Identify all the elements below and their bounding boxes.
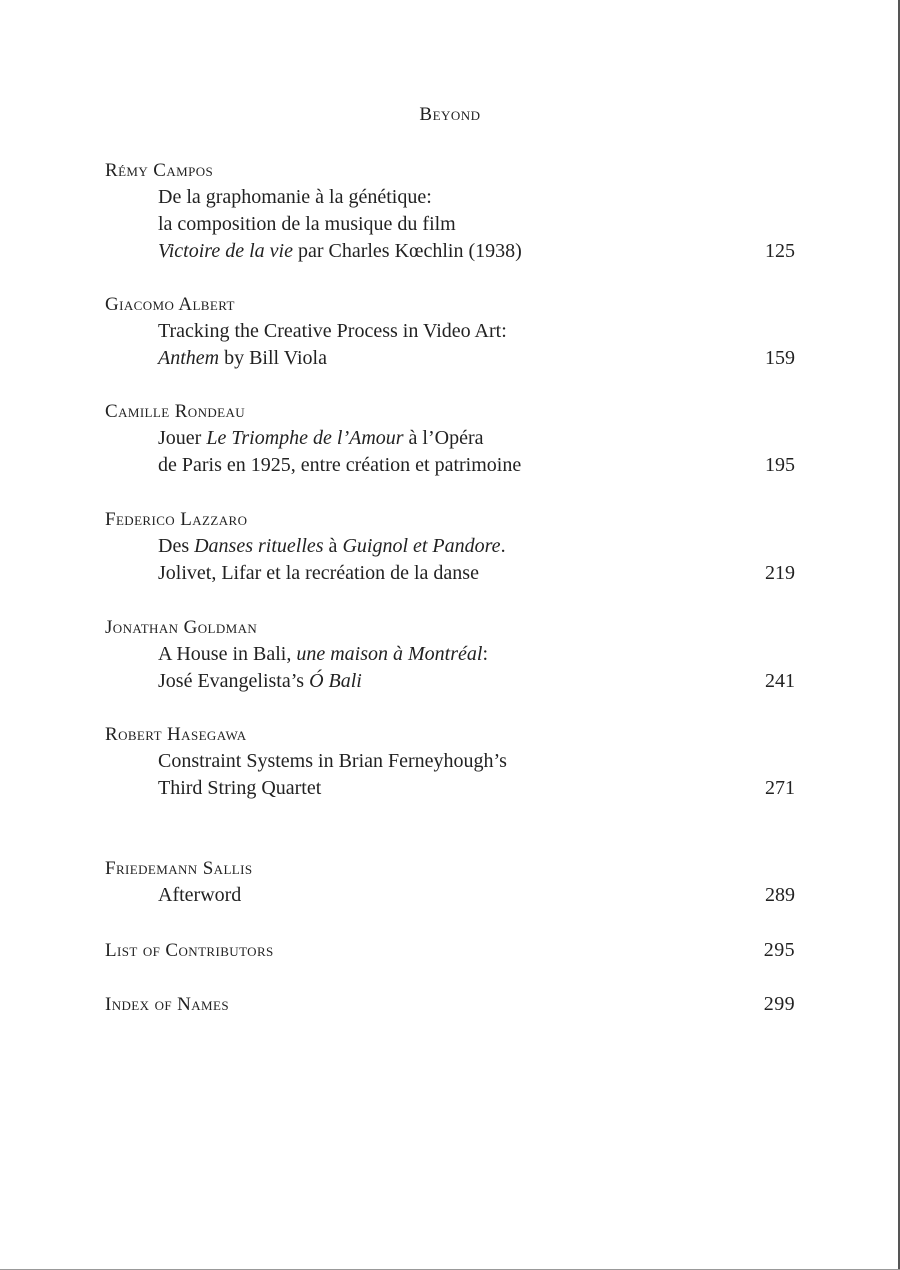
- entry-title-line: [105, 345, 795, 372]
- title-segment: by Bill Viola: [219, 347, 327, 369]
- entry-title-line: [105, 641, 795, 668]
- title-italic-segment: Guignol et Pandore: [342, 535, 501, 557]
- toc-entry: [105, 855, 795, 909]
- entry-title-line: [105, 318, 795, 345]
- entry-author: Giacomo Albert: [105, 294, 235, 315]
- entry-author: Friedemann Sallis: [105, 858, 253, 879]
- entry-title-line: [105, 211, 795, 238]
- entry-author: Camille Rondeau: [105, 401, 246, 422]
- back-matter-label: Index of Names: [105, 994, 229, 1015]
- back-matter-label: List of Contributors: [105, 940, 274, 961]
- entry-title-line: [105, 533, 795, 560]
- toc-entry: [105, 506, 795, 587]
- title-segment: Tracking the Creative Process in Video Art:: [158, 320, 507, 342]
- entry-page-number: 159: [765, 347, 795, 369]
- title-italic-segment: une maison à Montréal: [296, 643, 483, 665]
- back-matter-line: [105, 991, 795, 1018]
- toc-entry: [105, 614, 795, 695]
- entry-author: Jonathan Goldman: [105, 617, 258, 638]
- title-italic-segment: Victoire de la vie: [158, 240, 293, 262]
- title-segment: De la graphomanie à la génétique:: [158, 186, 432, 208]
- entry-page-number: 289: [765, 884, 795, 906]
- toc-back-matter-entry: [105, 991, 795, 1018]
- toc-entry: [105, 721, 795, 802]
- title-italic-segment: Danses rituelles: [194, 535, 324, 557]
- entry-page-number: 195: [765, 454, 795, 476]
- toc-back-matter-entry: [105, 937, 795, 964]
- title-segment: Afterword: [158, 884, 242, 906]
- title-segment: Jolivet, Lifar et la recréation de la danse: [158, 562, 479, 584]
- section-heading: Beyond: [419, 104, 481, 125]
- title-segment: :: [482, 643, 488, 665]
- entry-page-number: 241: [765, 670, 795, 692]
- title-segment: Constraint Systems in Brian Ferneyhough’s: [158, 750, 507, 772]
- entry-page-number: 219: [765, 562, 795, 584]
- title-segment: Third String Quartet: [158, 777, 322, 799]
- entry-author: Robert Hasegawa: [105, 724, 247, 745]
- entry-title-line: [105, 184, 795, 211]
- back-matter-page-number: 295: [763, 939, 795, 961]
- entry-title-line: [105, 425, 795, 452]
- title-segment: .: [500, 535, 506, 557]
- toc-entry: [105, 291, 795, 372]
- title-segment: Jouer: [158, 427, 207, 449]
- back-matter-page-number: 299: [763, 993, 795, 1015]
- entry-page-number: 125: [765, 240, 795, 262]
- title-segment: par Charles Kœchlin (1938): [292, 240, 522, 262]
- entry-author: Federico Lazzaro: [105, 509, 248, 530]
- title-italic-segment: Le Triomphe de l’Amour: [206, 427, 404, 449]
- title-italic-segment: Anthem: [158, 347, 220, 369]
- entry-author: Rémy Campos: [105, 160, 214, 181]
- toc-entry: [105, 157, 795, 265]
- title-segment: à l’Opéra: [403, 427, 484, 449]
- entry-title-line: [105, 775, 795, 802]
- title-segment: la composition de la musique du film: [158, 213, 456, 235]
- title-segment: José Evangelista’s: [158, 670, 310, 692]
- title-segment: à: [323, 535, 343, 557]
- toc-entry: [105, 398, 795, 479]
- entry-title-line: [105, 882, 795, 909]
- entry-page-number: 271: [765, 777, 795, 799]
- title-segment: A House in Bali,: [158, 643, 297, 665]
- title-segment: Des: [158, 535, 195, 557]
- back-matter-line: [105, 937, 795, 964]
- entry-title-line: [105, 748, 795, 775]
- entry-title-line: [105, 560, 795, 587]
- title-italic-segment: Ó Bali: [309, 670, 362, 692]
- title-segment: de Paris en 1925, entre création et patrimoine: [158, 454, 522, 476]
- entry-title-line: [105, 668, 795, 695]
- entry-title-line: [105, 238, 795, 265]
- entry-title-line: [105, 452, 795, 479]
